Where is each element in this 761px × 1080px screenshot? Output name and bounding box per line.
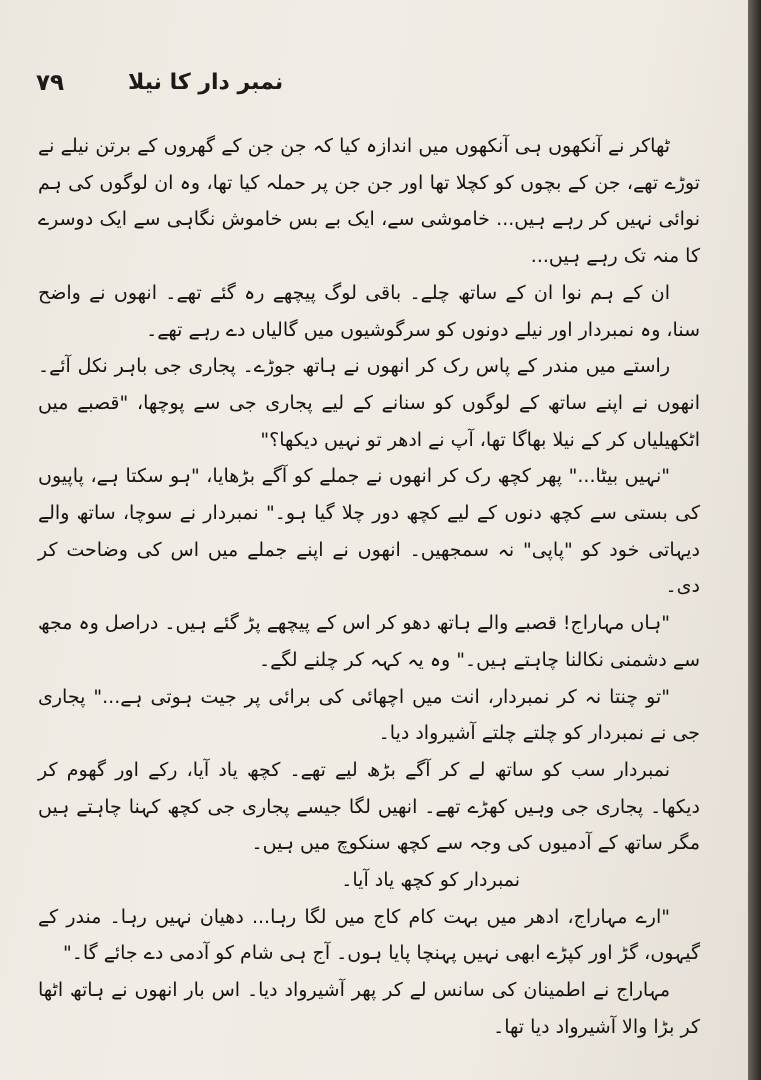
paragraph: نمبردار کو کچھ یاد آیا۔ — [341, 869, 520, 892]
paragraph: "ہاں مہاراج! قصبے والے ہاتھ دھو کر اس کے پیچھے پڑ گئے ہیں۔ دراصل وہ مجھ سے دشمنی نکالنا چاہتے ہیں۔" وہ یہ کہہ کر چلنے لگے۔ — [38, 612, 700, 671]
paragraph: ٹھاکر نے آنکھوں ہی آنکھوں میں اندازہ کیا کہ جن جن کے گھروں کے برتن نیلے نے توڑے تھے، جن کے بچوں کو کچلا تھا اور جن جن پر حملہ کیا تھا، وہ ان لوگوں کی ہم نوائی نہیں کر رہے ہیں... خاموشی سے، ایک بے بس خاموش نگاہی سے ایک دوسرے کا منہ تک رہے ہیں... — [38, 135, 700, 268]
paragraph: مہاراج نے اطمینان کی سانس لے کر پھر آشیرواد دیا۔ اس بار انھوں نے ہاتھ اٹھا کر بڑا والا آشیرواد دیا تھا۔ — [38, 979, 700, 1038]
paragraph: "نہیں بیٹا..." پھر کچھ رک کر انھوں نے جملے کو آگے بڑھایا، "ہو سکتا ہے، پاپیوں کی بستی سے کچھ دنوں کے لیے کچھ دور چلا گیا ہو۔" نمبردار نے سوچا، ساتھ والے دیہاتی خود کو "پاپی" نہ سمجھیں۔ انھوں نے اپنے جملے میں اس کی وضاحت کر دی۔ — [38, 465, 700, 598]
body-text — [38, 128, 700, 1046]
page-edge-shadow — [748, 0, 761, 1080]
paragraph: ان کے ہم نوا ان کے ساتھ چلے۔ باقی لوگ پیچھے رہ گئے تھے۔ انھوں نے واضح سنا، وہ نمبردار اور نیلے دونوں کو سرگوشیوں میں گالیاں دے رہے تھے۔ — [38, 281, 700, 341]
paragraph: راستے میں مندر کے پاس رک کر انھوں نے ہاتھ جوڑے۔ پجاری جی باہر نکل آئے۔ انھوں نے اپنے ساتھ کے لوگوں کو سنانے کے لیے پجاری جی سے پوچھا، "قصبے میں اٹکھیلیاں کر کے نیلا بھاگا تھا، آپ نے ادھر تو نہیں دیکھا؟" — [38, 355, 700, 451]
running-title: نمبر دار کا نیلا — [128, 70, 284, 95]
paragraph: "تو چنتا نہ کر نمبردار، انت میں اچھائی کی برائی پر جیت ہوتی ہے..." پجاری جی نے نمبردار کو چلتے چلتے آشیرواد دیا۔ — [38, 685, 700, 745]
paragraph: "ارے مہاراج، ادھر میں بہت کام کاج میں لگا رہا... دھیان نہیں رہا۔ مندر کے گیہوں، گڑ اور کپڑے ابھی نہیں پہنچا پایا ہوں۔ آج ہی شام کو آدمی دے جائے گا۔" — [38, 905, 700, 965]
page-number: ۷۹ — [36, 70, 65, 96]
paragraph: نمبردار سب کو ساتھ لے کر آگے بڑھ لیے تھے۔ کچھ یاد آیا، رکے اور گھوم کر دیکھا۔ پجاری جی وہیں کھڑے تھے۔ انھیں لگا جیسے پجاری جی کچھ کہنا چاہتے ہیں مگر ساتھ کے آدمیوں کی وجہ سے کچھ سنکوچ میں ہیں۔ — [38, 758, 700, 855]
page-header — [36, 70, 696, 106]
